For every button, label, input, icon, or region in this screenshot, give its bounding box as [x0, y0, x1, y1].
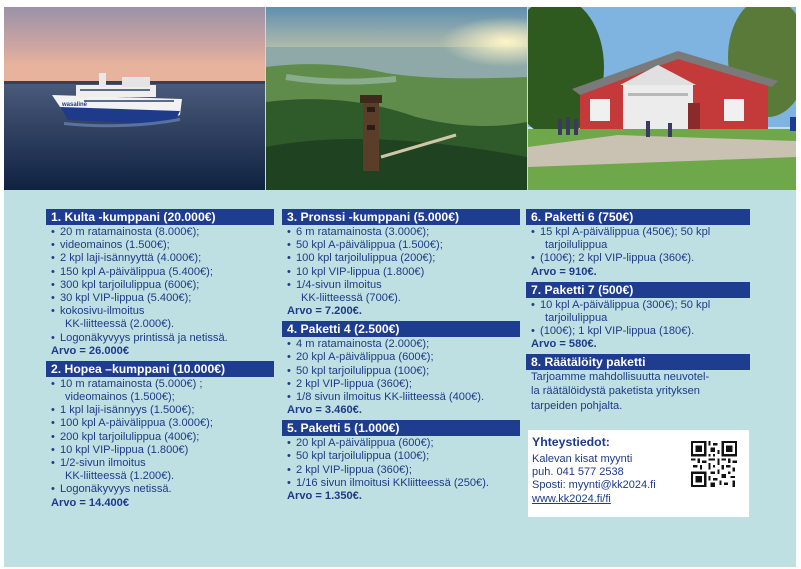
list-item: • videomainos (1.500€);	[51, 239, 274, 252]
list-item: • 150 kpl A-päivälippua (5.400€);	[51, 266, 274, 279]
contact-phone: puh. 041 577 2538	[532, 466, 624, 479]
list-item: • 2 kpl laji-isännyyttä (4.000€);	[51, 252, 274, 265]
list-item: KK-liitteessä (2.000€).	[65, 318, 175, 331]
package-4-list	[282, 338, 520, 404]
list-item: • 50 kpl tarjoilulippua (100€);	[287, 365, 520, 378]
column-left	[46, 209, 274, 513]
list-item: • 6 m ratamainosta (3.000€);	[287, 226, 520, 239]
list-item: • kokosivu-ilmoitus	[51, 305, 274, 318]
package-3-value: Arvo = 7.200€.	[287, 305, 362, 318]
package-2-value: Arvo = 14.400€	[51, 496, 130, 509]
contact-box	[528, 430, 749, 517]
list-item: • 50 kpl tarjoilulippua (100€);	[287, 450, 520, 463]
package-1-list	[46, 226, 274, 345]
list-item: • 10 kpl A-päivälippua (300€); 50 kpl	[531, 299, 750, 312]
list-item: • 10 m ratamainosta (5.000€) ;	[51, 378, 274, 391]
list-item: • Logonäkyvyys netissä.	[51, 483, 274, 496]
package-2-header: 2. Hopea –kumppani (10.000€)	[46, 361, 274, 377]
list-item: • 100 kpl tarjoilulippua (200€);	[287, 252, 520, 265]
list-item: • 1/8 sivun ilmoitus KK-liitteessä (400€).	[287, 391, 520, 404]
list-item: KK-liitteessä (700€).	[301, 292, 401, 305]
column-right	[526, 209, 750, 413]
package-3-header: 3. Pronssi -kumppani (5.000€)	[282, 209, 520, 225]
list-item: • 4 m ratamainosta (2.000€);	[287, 338, 520, 351]
package-5-value: Arvo = 1.350€.	[287, 490, 362, 503]
package-7-value: Arvo = 580€.	[531, 338, 597, 351]
package-5-list	[282, 437, 520, 490]
list-item: • 1/4-sivun ilmoitus	[287, 279, 520, 292]
ferry-photo	[4, 7, 265, 190]
package-8-header: 8. Räätälöity paketti	[526, 354, 750, 370]
package-1-value: Arvo = 26.000€	[51, 344, 130, 357]
list-item: • 20 m ratamainosta (8.000€);	[51, 226, 274, 239]
qr-code-icon[interactable]	[691, 441, 737, 487]
contact-name: Kalevan kisat myynti	[532, 453, 633, 465]
photo-strip	[4, 7, 796, 190]
contact-title: Yhteystiedot:	[532, 435, 610, 449]
list-item: • (100€); 2 kpl VIP-lippua (360€).	[531, 252, 750, 265]
list-item: • 50 kpl A-päivälippua (1.500€);	[287, 239, 520, 252]
list-item: • 200 kpl tarjoilulippua (400€);	[51, 431, 274, 444]
list-item: • 1/16 sivun ilmoitusi KKliitteessä (250€).	[287, 477, 520, 490]
package-4-header: 4. Paketti 4 (2.500€)	[282, 321, 520, 337]
list-item: • (100€); 1 kpl VIP-lippua (180€).	[531, 325, 750, 338]
package-2-list	[46, 378, 274, 497]
list-item: tarjoilulippua	[545, 239, 608, 252]
package-1-header: 1. Kulta -kumppani (20.000€)	[46, 209, 274, 225]
list-item: • 10 kpl VIP-lippua (1.800€)	[287, 266, 520, 279]
package-6-header: 6. Paketti 6 (750€)	[526, 209, 750, 225]
coastline-photo	[266, 7, 527, 190]
column-middle	[282, 209, 520, 506]
list-item: • 300 kpl tarjoilulippua (600€);	[51, 279, 274, 292]
package-3-list	[282, 226, 520, 305]
list-item: • 2 kpl VIP-lippua (360€);	[287, 378, 520, 391]
list-item: tarjoilulippua	[545, 311, 608, 324]
villa-photo	[528, 7, 796, 190]
list-item: videomainos (1.500€);	[65, 391, 175, 404]
custom-package-text-line: tarpeiden pohjalta.	[531, 399, 623, 412]
package-6-value: Arvo = 910€.	[531, 265, 597, 278]
list-item: KK-liitteessä (1.200€).	[65, 470, 175, 483]
package-6-list	[526, 226, 750, 266]
list-item: • 100 kpl A-päivälippua (3.000€);	[51, 417, 274, 430]
package-7-list	[526, 299, 750, 339]
list-item: • 20 kpl A-päivälippua (600€);	[287, 351, 520, 364]
website-link[interactable]: www.kk2024.fi/fi	[532, 492, 611, 505]
list-item: • Logonäkyvyys printissä ja netissä.	[51, 332, 274, 345]
custom-package-text-line: Tarjoamme mahdollisuutta neuvotel-	[531, 371, 710, 384]
custom-package-text-line: la räätälöidystä paketista yrityksen	[531, 385, 700, 398]
list-item: • 2 kpl VIP-lippua (360€);	[287, 464, 520, 477]
list-item: • 30 kpl VIP-lippua (5.400€);	[51, 292, 274, 305]
brochure-page	[4, 7, 796, 567]
list-item: • 1 kpl laji-isännyys (1.500€);	[51, 404, 274, 417]
list-item: • 1/2-sivun ilmoitus	[51, 457, 274, 470]
ship-name-text: wasaline	[62, 102, 88, 108]
contact-email: Sposti: myynti@kk2024.fi	[532, 479, 656, 492]
package-5-header: 5. Paketti 5 (1.000€)	[282, 420, 520, 436]
list-item: • 15 kpl A-päivälippua (450€); 50 kpl	[531, 226, 750, 239]
package-7-header: 7. Paketti 7 (500€)	[526, 282, 750, 298]
list-item: • 10 kpl VIP-lippua (1.800€)	[51, 444, 274, 457]
list-item: • 20 kpl A-päivälippua (600€);	[287, 437, 520, 450]
package-4-value: Arvo = 3.460€.	[287, 404, 362, 417]
